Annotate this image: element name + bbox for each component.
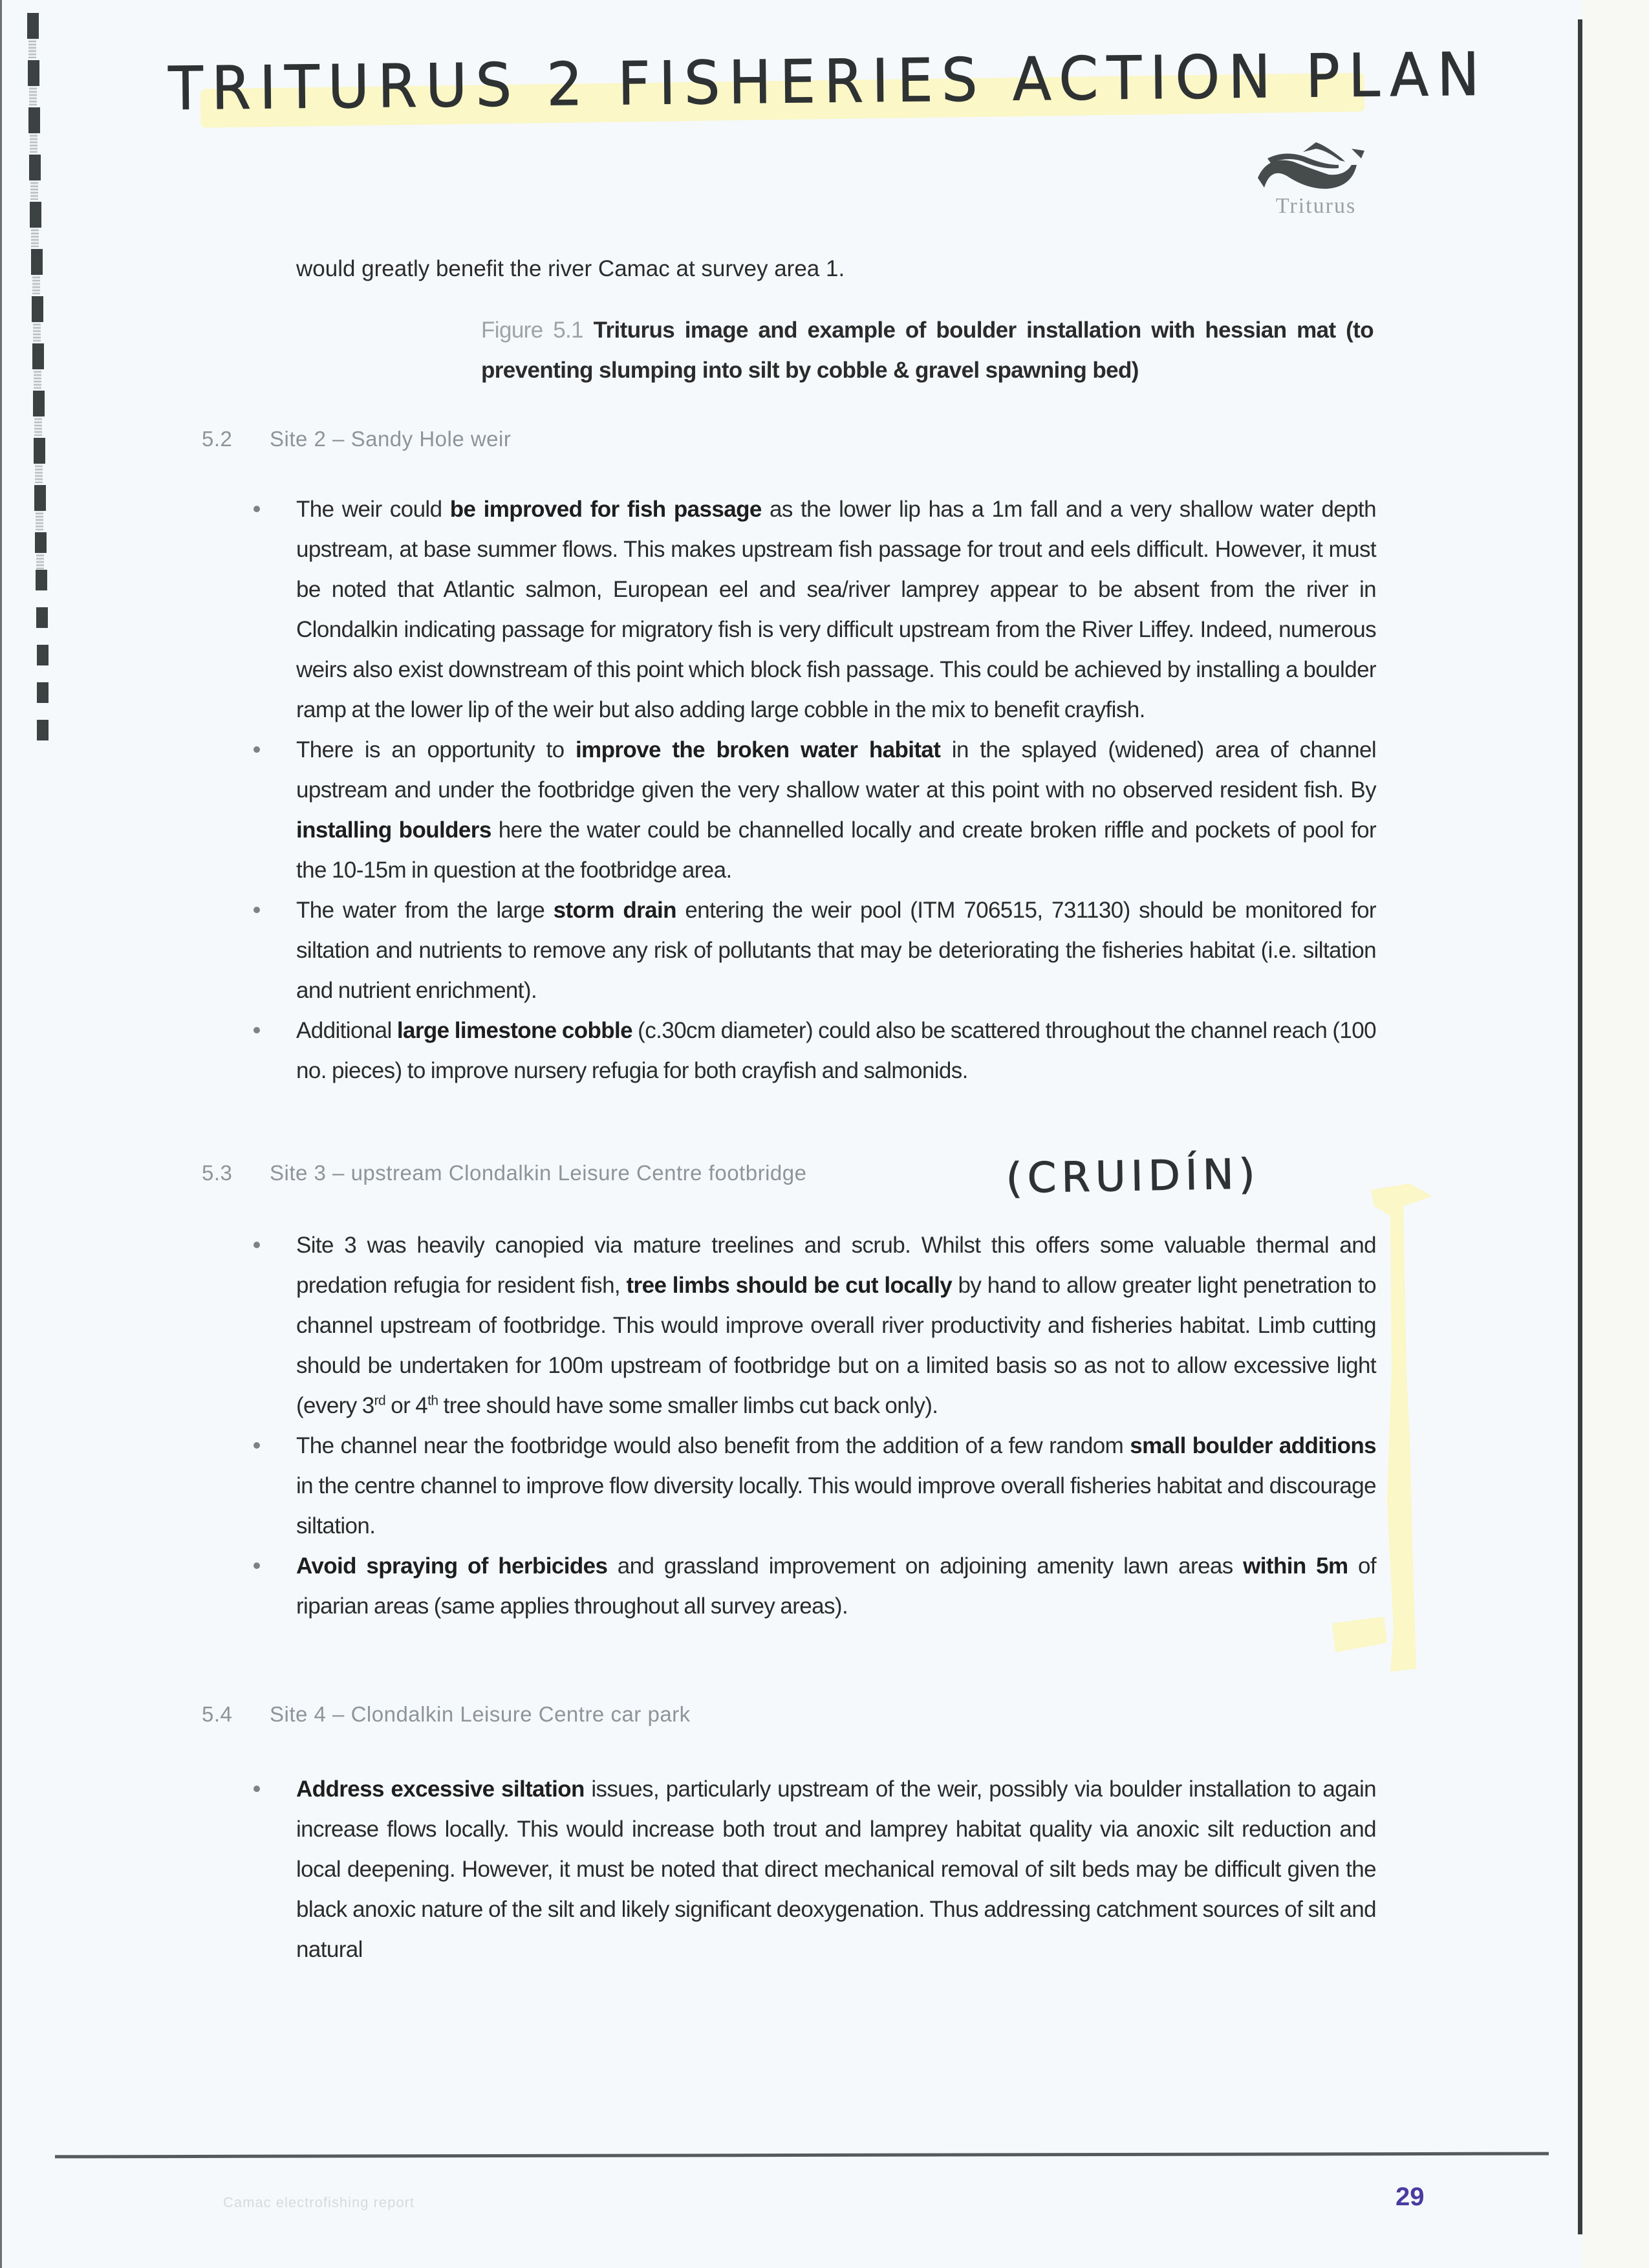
section-title: Site 3 – upstream Clondalkin Leisure Centre footbridge [270,1161,807,1185]
section-number: 5.4 [202,1702,233,1726]
section-title: Site 4 – Clondalkin Leisure Centre car park [270,1702,691,1726]
figure-caption [481,310,1374,391]
binding-mark [36,607,48,628]
binding-shadow [30,133,38,153]
binding-shadow [35,464,43,483]
binding-shadow [30,180,38,200]
footer-report-title: Camac electrofishing report [223,2194,415,2210]
continuation-text: would greatly benefit the river Camac at survey area 1. [296,256,845,281]
binding-mark [28,107,40,133]
section-number: 5.3 [202,1161,233,1185]
handwritten-title-text: TRITURUS 2 FISHERIES ACTION PLAN [167,39,1489,124]
section-5-4-bullets [296,1769,1376,1970]
bullet-item: Avoid spraying of herbicides and grassland improvement on adjoining amenity lawn areas within 5m of riparian areas (same applies throughout all survey areas). [296,1546,1376,1626]
binding-shadow [28,39,36,58]
section-heading-5-4 [202,1702,691,1727]
binding-mark [36,570,47,590]
section-number: 5.2 [202,427,233,451]
binding-mark [31,249,43,275]
bullet-item: The water from the large storm drain entering the weir pool (ITM 706515, 731130) should be monitored for siltation and nutrients to remove any risk of pollutants that may be deteriorating the fisheries habitat (i.e. siltation and nutrient enrichment). [296,891,1376,1011]
bullet-item: The weir could be improved for fish passage as the lower lip has a 1m fall and a very shallow water depth upstream, at base summer flows. This makes upstream fish passage for trout and eels difficult. However, it must be noted that Atlantic salmon, European eel and sea/river lamprey appear to be absent from the river in Clondalkin indicating passage for migratory fish is very difficult upstream from the River Liffey. Indeed, numerous weirs also exist downstream of this point which block fish passage. This could be achieved by installing a boulder ramp at the lower lip of the weir but also adding large cobble in the mix to benefit crayfish. [296,490,1376,730]
bullet-icon [253,1242,260,1248]
handwritten-title [162,39,1489,136]
section-5-2-bullets [296,490,1376,1091]
bullet-icon [253,1442,260,1449]
binding-shadow [34,416,42,436]
bullet-icon [253,1562,260,1569]
bullet-item: The channel near the footbridge would also benefit from the addition of a few random small boulder additions in the centre channel to improve flow diversity locally. This would improve overall fisheries habitat and discourage siltation. [296,1426,1376,1546]
bullet-icon [253,1786,260,1792]
highlighter-bracket-drawing [1319,1177,1449,1694]
binding-shadow [34,369,41,389]
binding-mark [37,720,48,740]
section-heading-5-3 [202,1161,806,1185]
wave-swan-icon [1242,129,1384,200]
binding-mark [29,155,41,180]
binding-shadow [36,511,43,530]
binding-mark [35,532,47,553]
footer-rule [55,2152,1549,2159]
binding-shadow [31,228,39,247]
highlighter-bracket [1319,1177,1449,1694]
bullet-item: There is an opportunity to improve the broken water habitat in the splayed (widened) area of channel upstream and under the footbridge given the very shallow water at this point with no observed resident fish. By installing boulders here the water could be channelled locally and create broken riffle and pockets of pool for the 10-15m in question at the footbridge area. [296,730,1376,891]
binding-mark [32,343,44,369]
scan-right-margin [1582,0,1649,2268]
page-number: 29 [1396,2183,1425,2211]
binding-mark [32,296,43,322]
binding-mark [37,682,48,703]
binding-mark [34,485,46,511]
binding-mark [34,438,45,464]
bullet-icon [253,746,260,753]
bullet-icon [253,506,260,512]
bullet-item: Address excessive siltation issues, particularly upstream of the weir, possibly via boulder installation to again increase flows locally. This would increase both trout and lamprey habitat quality via anoxic silt reduction and local deepening. However, it must be noted that direct mechanical removal of silt beds may be difficult given the black anoxic nature of the silt and likely significant deoxygenation. Thus addressing catchment sources of silt and natural [296,1769,1376,1970]
handwritten-note-cruidin: (CRUIDÍN) [1006,1150,1261,1203]
binding-mark [28,60,39,86]
binding-shadow [32,275,40,294]
section-title: Site 2 – Sandy Hole weir [270,427,512,451]
binding-mark [33,391,45,416]
figure-caption-text: Triturus image and example of boulder installation with hessian mat (to preventing slumping into silt by cobble & gravel spawning bed) [481,318,1374,383]
bullet-item: Additional large limestone cobble (c.30cm diameter) could also be scattered throughout the channel reach (100 no. pieces) to improve nursery refugia for both crayfish and salmonids. [296,1011,1376,1091]
section-heading-5-2 [202,427,511,451]
bullet-item: Site 3 was heavily canopied via mature treelines and scrub. Whilst this offers some valuable thermal and predation refugia for resident fish, tree limbs should be cut locally by hand to allow greater light penetration to channel upstream of footbridge. This would improve overall river productivity and fisheries habitat. Limb cutting should be undertaken for 100m upstream of footbridge but on a limited basis so as not to allow excessive light (every 3rd or 4th tree should have some smaller limbs cut back only). [296,1226,1376,1426]
binding-shadow [29,86,37,105]
binding-mark [30,202,41,228]
binding-mark [27,13,39,39]
bullet-icon [253,1027,260,1033]
logo-wordmark: Triturus [1275,194,1357,218]
page-edge-line [1578,19,1582,2234]
binding-mark [37,645,48,665]
figure-label: Figure 5.1 [481,318,584,343]
binding-shadow [33,322,41,341]
bullet-icon [253,907,260,913]
section-5-3-bullets [296,1226,1376,1626]
ring-binding-marks [0,0,58,2268]
